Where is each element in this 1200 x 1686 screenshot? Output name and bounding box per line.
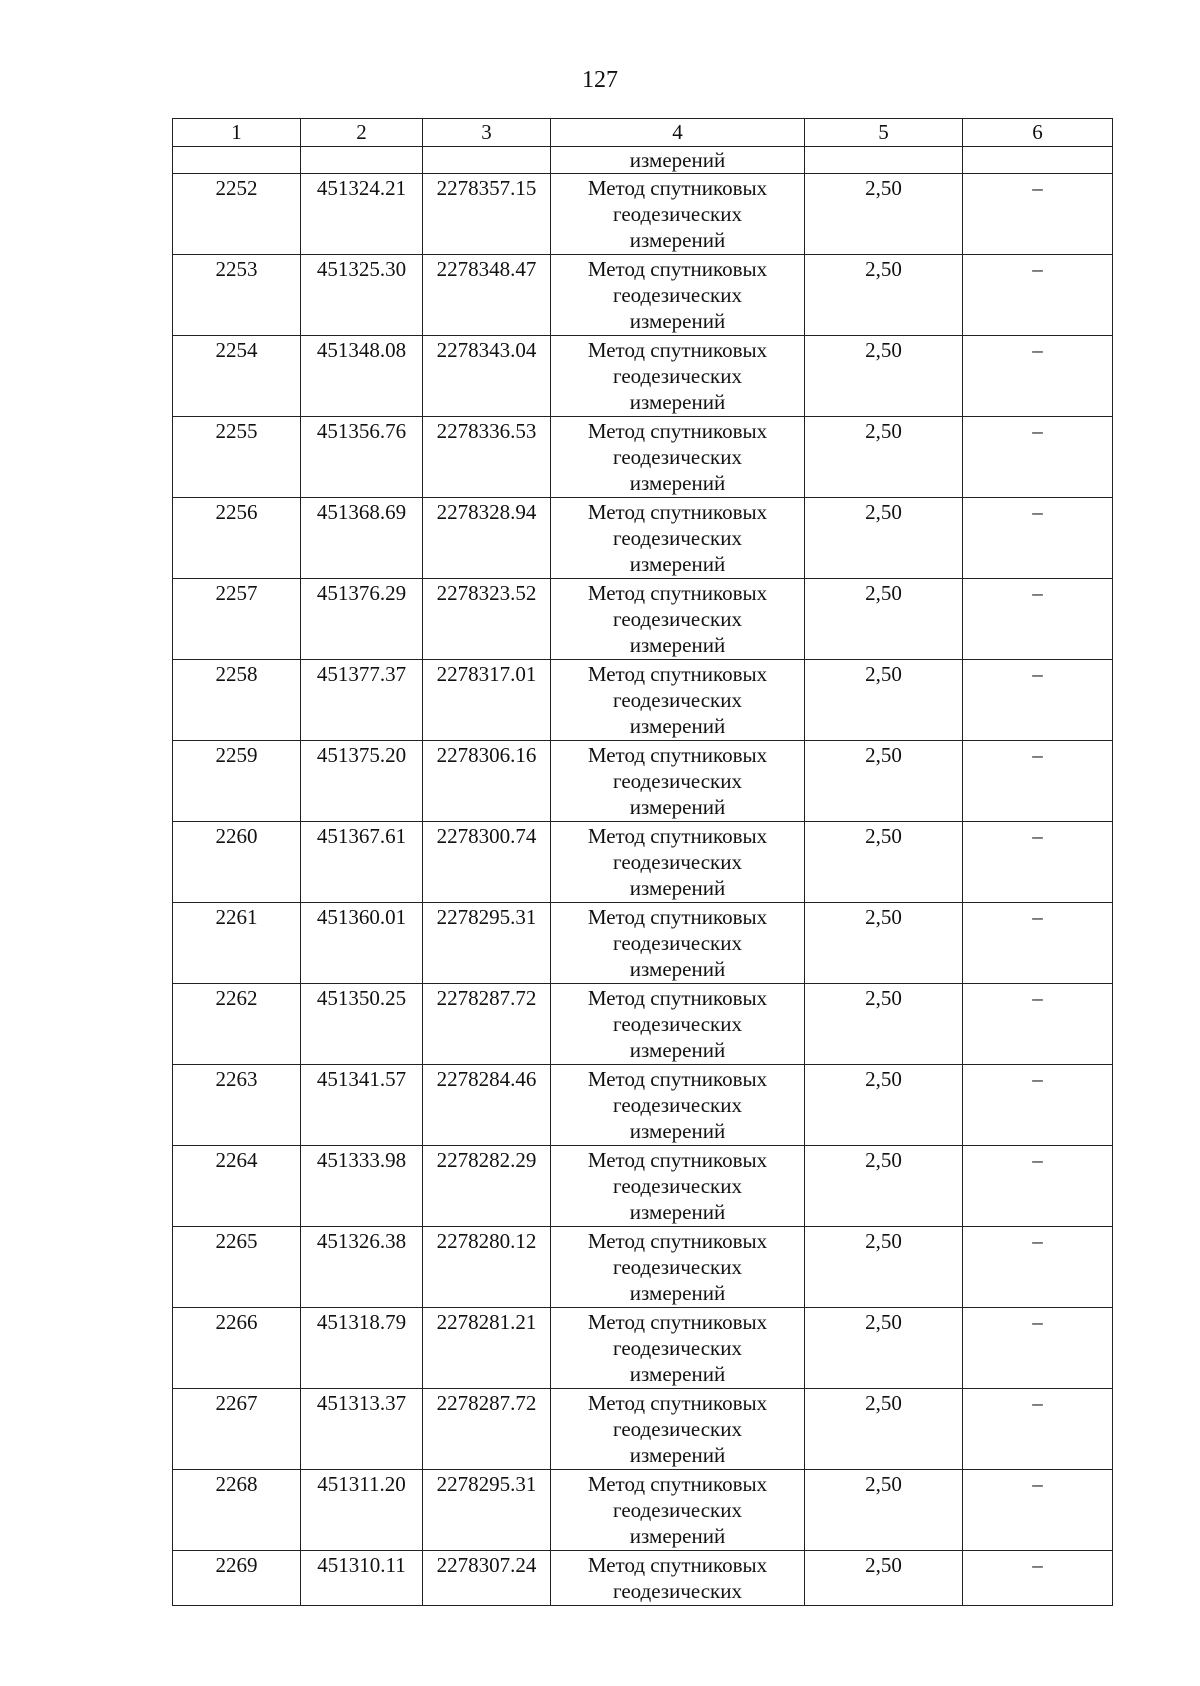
continuation-cell-2 — [301, 147, 423, 174]
header-cell-3: 3 — [423, 119, 551, 147]
point-number-cell: 2259 — [173, 741, 301, 822]
table-row — [173, 660, 1113, 741]
note-cell: – — [963, 579, 1113, 660]
method-cell: Метод спутниковых геодезических — [551, 1551, 805, 1606]
table-row — [173, 498, 1113, 579]
method-cell: Метод спутниковых геодезических измерений — [551, 984, 805, 1065]
point-number-cell: 2264 — [173, 1146, 301, 1227]
point-number-cell: 2255 — [173, 417, 301, 498]
point-number-cell: 2266 — [173, 1308, 301, 1389]
table-row — [173, 903, 1113, 984]
note-cell: – — [963, 498, 1113, 579]
x-coordinate-cell: 451367.61 — [301, 822, 423, 903]
continuation-cell-4: измерений — [551, 147, 805, 174]
point-number-cell: 2257 — [173, 579, 301, 660]
point-number-cell: 2252 — [173, 174, 301, 255]
header-cell-5: 5 — [805, 119, 963, 147]
table-row — [173, 579, 1113, 660]
accuracy-cell: 2,50 — [805, 336, 963, 417]
method-cell: Метод спутниковых геодезических измерений — [551, 336, 805, 417]
point-number-cell: 2262 — [173, 984, 301, 1065]
continuation-cell-3 — [423, 147, 551, 174]
point-number-cell: 2267 — [173, 1389, 301, 1470]
header-cell-2: 2 — [301, 119, 423, 147]
table-row — [173, 1551, 1113, 1606]
note-cell: – — [963, 1551, 1113, 1606]
y-coordinate-cell: 2278300.74 — [423, 822, 551, 903]
point-number-cell: 2265 — [173, 1227, 301, 1308]
table-row — [173, 1146, 1113, 1227]
note-cell: – — [963, 1308, 1113, 1389]
accuracy-cell: 2,50 — [805, 579, 963, 660]
method-cell: Метод спутниковых геодезических измерений — [551, 579, 805, 660]
accuracy-cell: 2,50 — [805, 1308, 963, 1389]
y-coordinate-cell: 2278343.04 — [423, 336, 551, 417]
table-row — [173, 1227, 1113, 1308]
coordinates-table-container — [172, 118, 1112, 1606]
point-number-cell: 2269 — [173, 1551, 301, 1606]
y-coordinate-cell: 2278295.31 — [423, 1470, 551, 1551]
x-coordinate-cell: 451350.25 — [301, 984, 423, 1065]
accuracy-cell: 2,50 — [805, 174, 963, 255]
table-row — [173, 984, 1113, 1065]
note-cell: – — [963, 1065, 1113, 1146]
page-number: 127 — [582, 67, 618, 93]
table-row — [173, 741, 1113, 822]
y-coordinate-cell: 2278306.16 — [423, 741, 551, 822]
table-row — [173, 255, 1113, 336]
header-cell-4: 4 — [551, 119, 805, 147]
x-coordinate-cell: 451368.69 — [301, 498, 423, 579]
point-number-cell: 2258 — [173, 660, 301, 741]
y-coordinate-cell: 2278287.72 — [423, 984, 551, 1065]
header-cell-6: 6 — [963, 119, 1113, 147]
x-coordinate-cell: 451341.57 — [301, 1065, 423, 1146]
method-cell: Метод спутниковых геодезических измерений — [551, 417, 805, 498]
x-coordinate-cell: 451325.30 — [301, 255, 423, 336]
y-coordinate-cell: 2278287.72 — [423, 1389, 551, 1470]
continuation-row — [173, 147, 1113, 174]
method-cell: Метод спутниковых геодезических измерений — [551, 822, 805, 903]
x-coordinate-cell: 451318.79 — [301, 1308, 423, 1389]
table-row — [173, 1065, 1113, 1146]
table-row — [173, 1389, 1113, 1470]
accuracy-cell: 2,50 — [805, 741, 963, 822]
method-cell: Метод спутниковых геодезических измерений — [551, 1389, 805, 1470]
note-cell: – — [963, 660, 1113, 741]
y-coordinate-cell: 2278336.53 — [423, 417, 551, 498]
table-body — [173, 119, 1113, 1606]
table-row — [173, 822, 1113, 903]
y-coordinate-cell: 2278280.12 — [423, 1227, 551, 1308]
accuracy-cell: 2,50 — [805, 255, 963, 336]
y-coordinate-cell: 2278307.24 — [423, 1551, 551, 1606]
x-coordinate-cell: 451377.37 — [301, 660, 423, 741]
method-cell: Метод спутниковых геодезических измерений — [551, 174, 805, 255]
y-coordinate-cell: 2278317.01 — [423, 660, 551, 741]
accuracy-cell: 2,50 — [805, 1551, 963, 1606]
continuation-cell-5 — [805, 147, 963, 174]
note-cell: – — [963, 822, 1113, 903]
note-cell: – — [963, 1146, 1113, 1227]
table-row — [173, 174, 1113, 255]
method-cell: Метод спутниковых геодезических измерений — [551, 903, 805, 984]
method-cell: Метод спутниковых геодезических измерений — [551, 1308, 805, 1389]
method-cell: Метод спутниковых геодезических измерений — [551, 1146, 805, 1227]
point-number-cell: 2268 — [173, 1470, 301, 1551]
note-cell: – — [963, 1389, 1113, 1470]
x-coordinate-cell: 451326.38 — [301, 1227, 423, 1308]
y-coordinate-cell: 2278284.46 — [423, 1065, 551, 1146]
x-coordinate-cell: 451356.76 — [301, 417, 423, 498]
x-coordinate-cell: 451333.98 — [301, 1146, 423, 1227]
note-cell: – — [963, 1470, 1113, 1551]
note-cell: – — [963, 255, 1113, 336]
accuracy-cell: 2,50 — [805, 903, 963, 984]
method-cell: Метод спутниковых геодезических измерений — [551, 1065, 805, 1146]
note-cell: – — [963, 1227, 1113, 1308]
y-coordinate-cell: 2278281.21 — [423, 1308, 551, 1389]
accuracy-cell: 2,50 — [805, 984, 963, 1065]
point-number-cell: 2260 — [173, 822, 301, 903]
point-number-cell: 2254 — [173, 336, 301, 417]
y-coordinate-cell: 2278282.29 — [423, 1146, 551, 1227]
accuracy-cell: 2,50 — [805, 1227, 963, 1308]
table-row — [173, 417, 1113, 498]
accuracy-cell: 2,50 — [805, 1146, 963, 1227]
y-coordinate-cell: 2278323.52 — [423, 579, 551, 660]
method-cell: Метод спутниковых геодезических измерений — [551, 741, 805, 822]
accuracy-cell: 2,50 — [805, 417, 963, 498]
accuracy-cell: 2,50 — [805, 822, 963, 903]
x-coordinate-cell: 451348.08 — [301, 336, 423, 417]
x-coordinate-cell: 451324.21 — [301, 174, 423, 255]
point-number-cell: 2253 — [173, 255, 301, 336]
y-coordinate-cell: 2278295.31 — [423, 903, 551, 984]
table-row — [173, 1308, 1113, 1389]
x-coordinate-cell: 451313.37 — [301, 1389, 423, 1470]
accuracy-cell: 2,50 — [805, 1065, 963, 1146]
coordinates-table — [172, 118, 1113, 1606]
method-cell: Метод спутниковых геодезических измерений — [551, 498, 805, 579]
point-number-cell: 2256 — [173, 498, 301, 579]
x-coordinate-cell: 451375.20 — [301, 741, 423, 822]
y-coordinate-cell: 2278348.47 — [423, 255, 551, 336]
note-cell: – — [963, 417, 1113, 498]
table-row — [173, 1470, 1113, 1551]
x-coordinate-cell: 451376.29 — [301, 579, 423, 660]
y-coordinate-cell: 2278328.94 — [423, 498, 551, 579]
note-cell: – — [963, 174, 1113, 255]
note-cell: – — [963, 984, 1113, 1065]
method-cell: Метод спутниковых геодезических измерений — [551, 1227, 805, 1308]
method-cell: Метод спутниковых геодезических измерений — [551, 255, 805, 336]
y-coordinate-cell: 2278357.15 — [423, 174, 551, 255]
accuracy-cell: 2,50 — [805, 498, 963, 579]
continuation-cell-6 — [963, 147, 1113, 174]
method-cell: Метод спутниковых геодезических измерений — [551, 1470, 805, 1551]
x-coordinate-cell: 451311.20 — [301, 1470, 423, 1551]
x-coordinate-cell: 451360.01 — [301, 903, 423, 984]
accuracy-cell: 2,50 — [805, 660, 963, 741]
accuracy-cell: 2,50 — [805, 1470, 963, 1551]
header-cell-1: 1 — [173, 119, 301, 147]
note-cell: – — [963, 741, 1113, 822]
table-row — [173, 336, 1113, 417]
x-coordinate-cell: 451310.11 — [301, 1551, 423, 1606]
note-cell: – — [963, 336, 1113, 417]
note-cell: – — [963, 903, 1113, 984]
header-row — [173, 119, 1113, 147]
accuracy-cell: 2,50 — [805, 1389, 963, 1470]
continuation-cell-1 — [173, 147, 301, 174]
point-number-cell: 2261 — [173, 903, 301, 984]
method-cell: Метод спутниковых геодезических измерений — [551, 660, 805, 741]
point-number-cell: 2263 — [173, 1065, 301, 1146]
